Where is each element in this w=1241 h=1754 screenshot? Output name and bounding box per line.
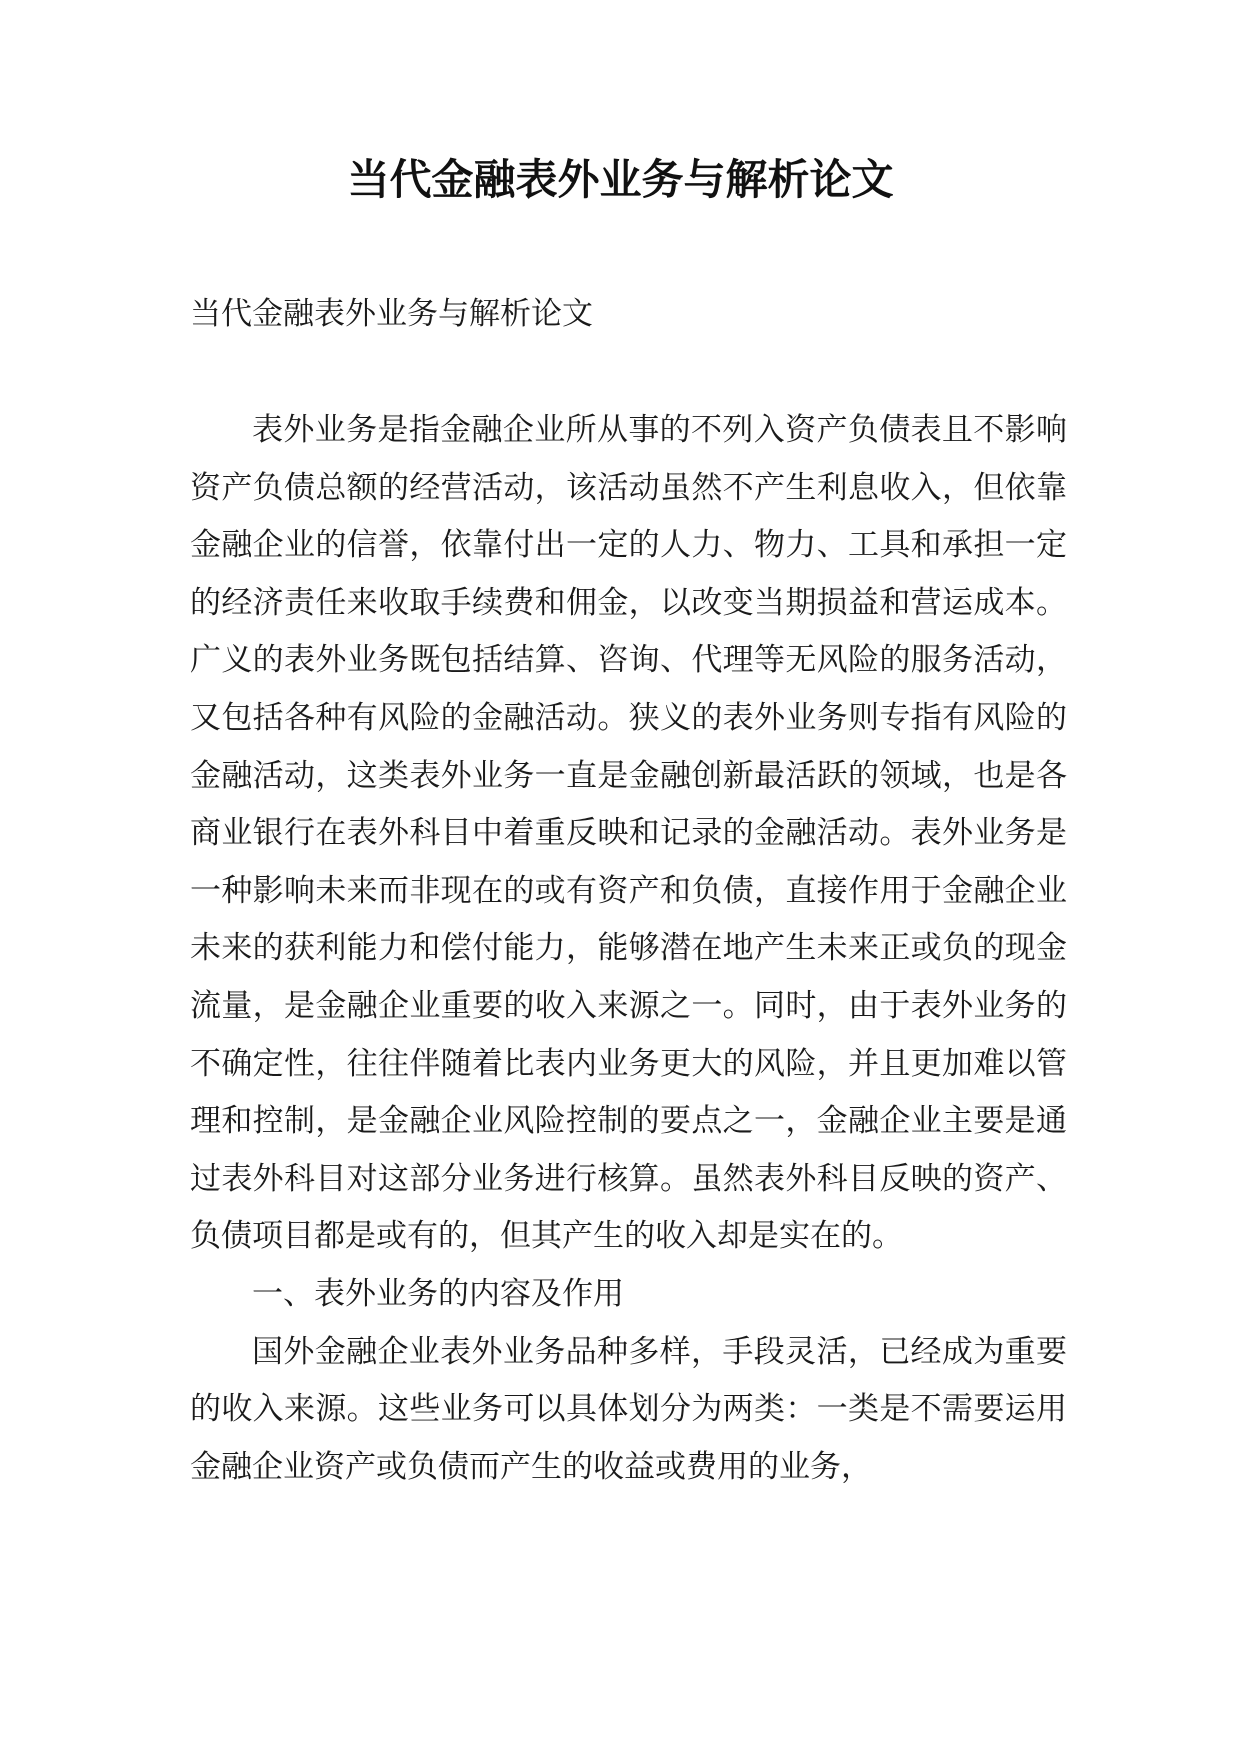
body-paragraph-intro: 表外业务是指金融企业所从事的不列入资产负债表且不影响资产负债总额的经营活动，该活动虽然不产生利息收入，但依靠金融企业的信誉，依靠付出一定的人力、物力、工具和承担一定的经济责任来收取手续费和佣金，以改变当期损益和营运成本。广义的表外业务既包括结算、咨询、代理等无风险的服务活动，又包括各种有风险的金融活动。狭义的表外业务则专指有风险的金融活动，这类表外业务一直是金融创新最活跃的领域，也是各商业银行在表外科目中着重反映和记录的金融活动。表外业务是一种影响未来而非现在的或有资产和负债，直接作用于金融企业未来的获利能力和偿付能力，能够潜在地产生未来正或负的现金流量，是金融企业重要的收入来源之一。同时，由于表外业务的不确定性，往往伴随着比表内业务更大的风险，并且更加难以管理和控制，是金融企业风险控制的要点之一，金融企业主要是通过表外科目对这部分业务进行核算。虽然表外科目反映的资产、负债项目都是或有的，但其产生的收入却是实在的。 xyxy=(190,412,1067,1255)
body-paragraph-section-1: 国外金融企业表外业务品种多样，手段灵活，已经成为重要的收入来源。这些业务可以具体划分为两类：一类是不需要运用金融企业资产或负债而产生的收益或费用的业务， xyxy=(190,1333,1067,1485)
section-heading: 一、表外业务的内容及作用 xyxy=(252,1275,624,1312)
document-body xyxy=(190,402,1067,1496)
document-title: 当代金融表外业务与解析论文 xyxy=(347,155,894,204)
document-subtitle: 当代金融表外业务与解析论文 xyxy=(190,296,593,332)
